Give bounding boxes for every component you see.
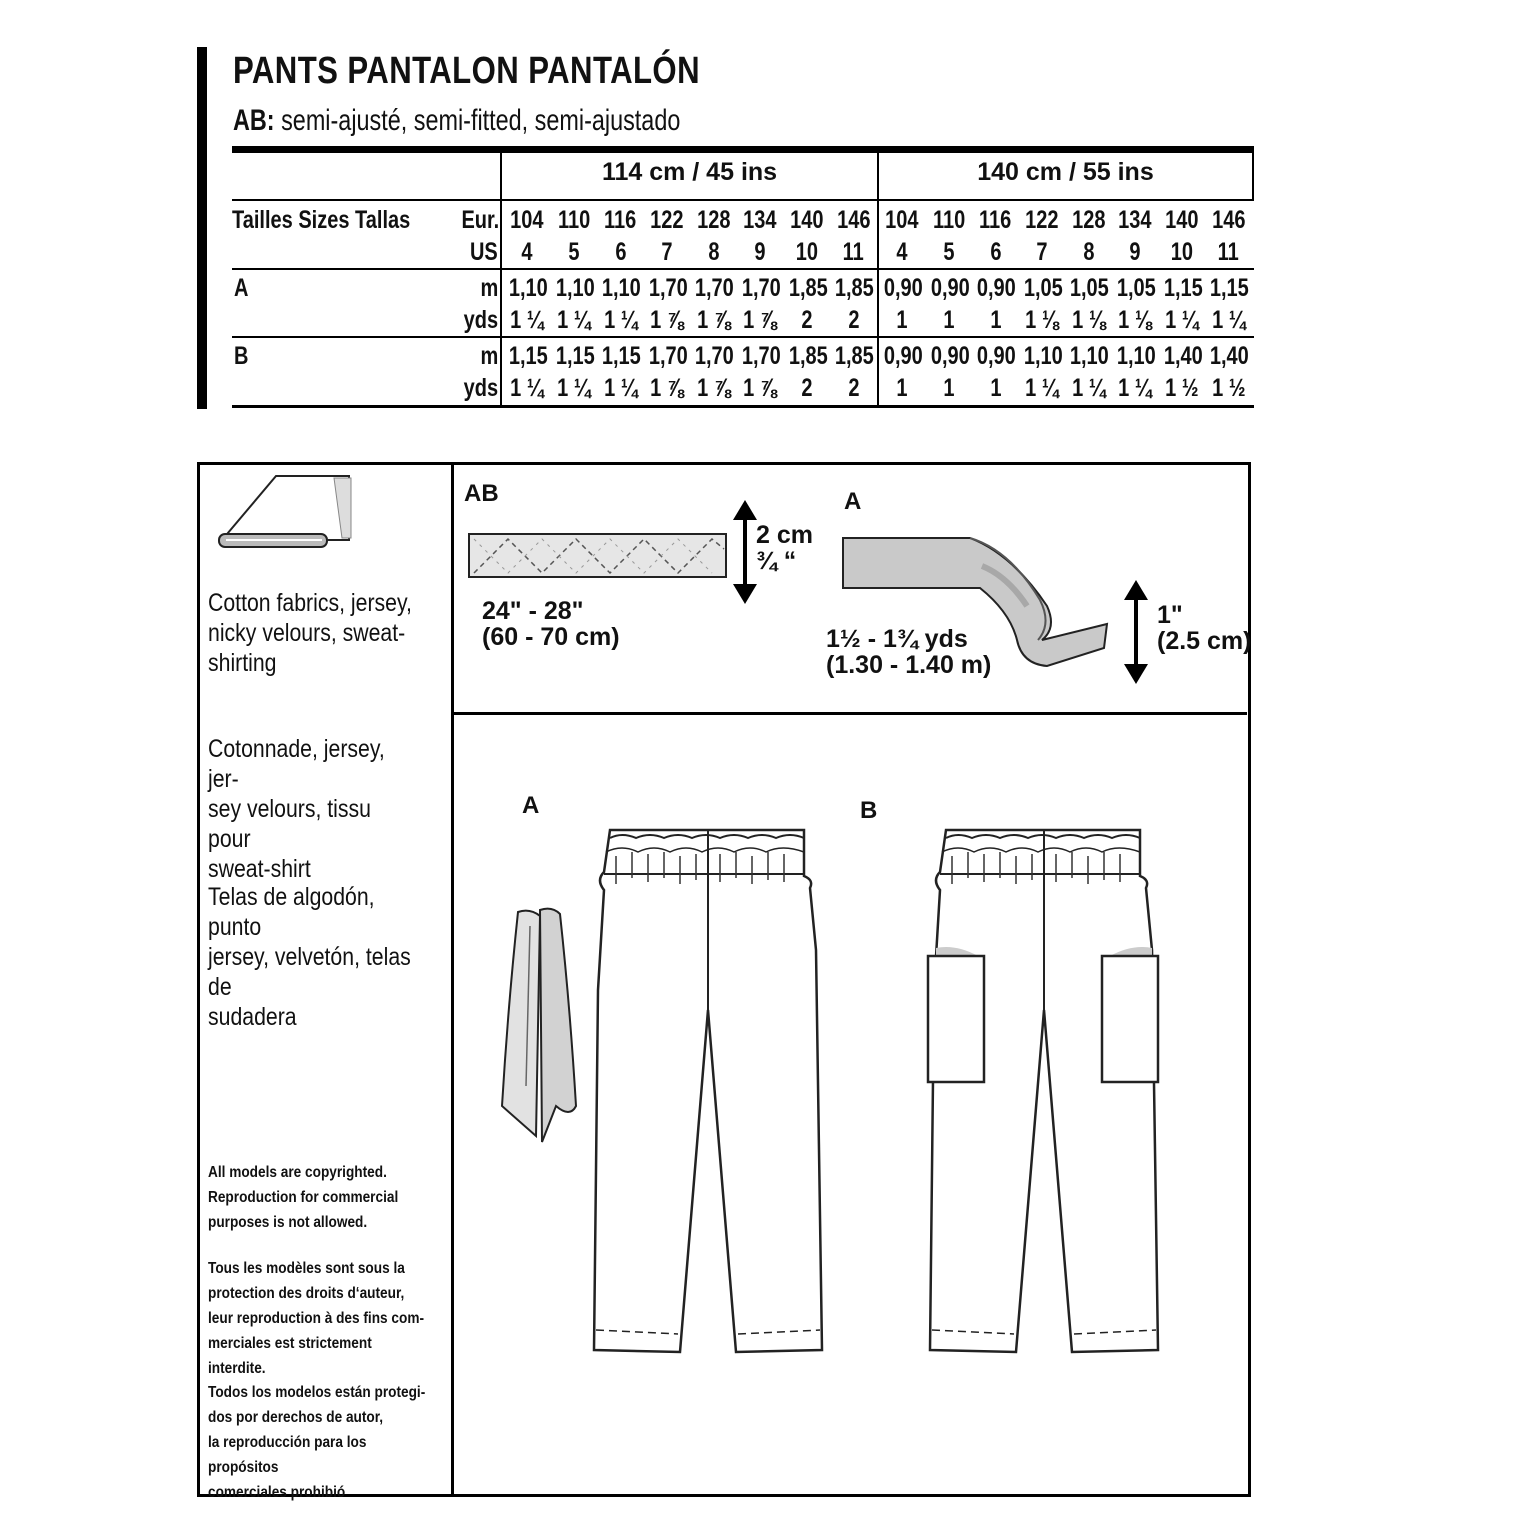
copyright-es-line: Todos los modelos están protegi- — [208, 1384, 426, 1401]
meters-cell-text: 1,10 — [555, 274, 595, 302]
elastic-width-in: ¾ “ — [756, 547, 797, 575]
copyright-fr — [208, 1256, 428, 1381]
yards-cell — [879, 374, 926, 403]
us-size-cell-text: 10 — [795, 238, 819, 266]
eur-size-cell-text: 104 — [510, 206, 544, 234]
eur-size-cell — [1019, 206, 1066, 235]
yards-cell-text: 1 — [989, 306, 1002, 334]
pants-b-drawing — [926, 830, 1162, 1360]
yards-cell — [690, 306, 737, 335]
meters-cell-text: 1,10 — [1023, 342, 1063, 370]
yards-cell — [1112, 306, 1159, 335]
yards-cell — [1205, 374, 1252, 403]
fabric-es-line: Telas de algodón, punto — [208, 883, 375, 941]
yards-cell-text: 1 ⅛ — [1071, 306, 1106, 334]
yards-cell-text: 2 — [801, 306, 813, 334]
yards-cell-text: 1 ½ — [1165, 374, 1199, 402]
us-size-cell-text: 8 — [708, 238, 720, 266]
elastic-length-in: 24" - 28" — [482, 597, 584, 625]
yards-cell — [784, 306, 831, 335]
yards-cell — [1019, 306, 1066, 335]
meters-cell-text: 0,90 — [883, 274, 923, 302]
elastic-length-cm: (60 - 70 cm) — [482, 623, 620, 651]
meters-cell — [644, 274, 691, 303]
meters-cell-text: 0,90 — [977, 274, 1016, 302]
eur-size-cell-text: 104 — [885, 206, 919, 234]
yards-cell — [551, 374, 598, 403]
yards-cell — [597, 306, 644, 335]
meters-cell-text: 1,10 — [508, 274, 548, 302]
eur-size-cell-text: 128 — [1072, 206, 1106, 234]
table-bottom-rule — [232, 405, 1254, 408]
fabric-fr-line: sey velours, tissu pour — [208, 795, 371, 853]
meters-cell — [504, 342, 551, 371]
meters-cell — [1205, 342, 1252, 371]
meters-cell — [690, 342, 737, 371]
meters-cell-text: 1,70 — [648, 274, 688, 302]
yards-cell-text: 1 ¼ — [510, 374, 544, 402]
eur-size-cell — [784, 206, 831, 235]
yards-cell — [879, 306, 926, 335]
yards-cell-text: 1 ¼ — [603, 306, 638, 334]
meters-cell-text: 1,15 — [508, 342, 548, 370]
eur-size-cell — [1205, 206, 1252, 235]
eur-size-cell — [597, 206, 644, 235]
ribbon-width-in: 1" — [1157, 601, 1183, 629]
view-row-label-b: B — [234, 342, 249, 370]
us-size-cell-text: 9 — [1129, 238, 1141, 266]
eur-label-text: Eur. — [461, 206, 500, 234]
us-size-cell — [690, 238, 737, 267]
meters-cell — [879, 342, 926, 371]
us-label — [452, 238, 498, 267]
fit-views-label: AB: — [233, 104, 275, 137]
yards-cell-text: 1 ⅞ — [650, 374, 684, 402]
sizes-label: Tailles Sizes Tallas — [232, 206, 411, 234]
yards-cell — [597, 374, 644, 403]
yards-cell-text: 1 ⅞ — [696, 306, 731, 334]
us-size-cell — [1065, 238, 1112, 267]
yards-cell — [972, 374, 1019, 403]
yards-cell-text: 1 ¼ — [557, 374, 591, 402]
copyright-es-line: dos por derechos de autor, — [208, 1409, 384, 1426]
elastic-length-measure — [482, 598, 620, 650]
meters-cell — [690, 274, 737, 303]
meters-cell-text: 0,90 — [977, 342, 1016, 370]
us-size-cell — [597, 238, 644, 267]
fit-text: semi-ajusté, semi-fitted, semi-ajustado — [281, 104, 681, 137]
us-size-cell — [784, 238, 831, 267]
meters-unit-label-text: m — [480, 342, 498, 370]
yardage-table — [232, 146, 1254, 409]
us-size-cell — [972, 238, 1019, 267]
meters-cell — [737, 342, 784, 371]
copyright-en — [208, 1160, 428, 1235]
meters-cell — [551, 274, 598, 303]
fabric-fr-line: Cotonnade, jersey, jer- — [208, 735, 385, 793]
box-horizontal-divider — [454, 712, 1247, 715]
us-size-cell — [1019, 238, 1066, 267]
yards-cell-text: 1 ¼ — [603, 374, 638, 402]
yards-cell-text: 1 — [989, 374, 1002, 402]
yards-cell — [504, 306, 551, 335]
yards-cell-text: 1 — [896, 374, 908, 402]
yards-cell-text: 1 ⅞ — [743, 374, 777, 402]
meters-cell — [504, 274, 551, 303]
yards-unit-label-text: yds — [463, 306, 498, 334]
eur-size-cell-text: 128 — [697, 206, 731, 234]
us-size-cell-text: 4 — [521, 238, 533, 266]
elastic-width-arrow-icon — [733, 500, 757, 604]
box-vertical-divider — [451, 462, 454, 1497]
meters-cell — [879, 274, 926, 303]
meters-cell — [644, 342, 691, 371]
yards-cell-text: 1 ⅞ — [743, 306, 777, 334]
eur-size-cell-text: 110 — [557, 206, 591, 234]
eur-size-cell — [879, 206, 926, 235]
eur-size-cell — [690, 206, 737, 235]
us-size-cell-text: 10 — [1170, 238, 1194, 266]
meters-cell-text: 1,05 — [1023, 274, 1063, 302]
meters-unit-label-text: m — [480, 274, 498, 302]
meters-cell-text: 1,10 — [602, 274, 641, 302]
yards-cell — [1112, 374, 1159, 403]
yards-unit-label-text: yds — [463, 374, 498, 402]
notion-a-label: A — [844, 488, 862, 515]
yards-cell-text: 1 ¼ — [1165, 306, 1199, 334]
us-size-cell-text: 6 — [989, 238, 1002, 266]
eur-size-cell — [644, 206, 691, 235]
yards-cell-text: 1 ¼ — [1025, 374, 1059, 402]
meters-cell — [926, 342, 973, 371]
yards-cell — [830, 306, 877, 335]
yards-cell-text: 1 ½ — [1211, 374, 1246, 402]
notion-ab-label: AB — [464, 480, 499, 507]
us-size-cell-text: 8 — [1083, 238, 1095, 266]
meters-cell — [972, 274, 1019, 303]
eur-size-cell-text: 146 — [1211, 206, 1246, 234]
yards-cell — [690, 374, 737, 403]
meters-cell — [972, 342, 1019, 371]
yards-cell-text: 1 ¼ — [1118, 374, 1152, 402]
meters-unit-label — [452, 274, 498, 303]
elastic-width-cm: 2 cm — [756, 521, 813, 549]
eur-size-cell — [1159, 206, 1206, 235]
yards-cell-text: 1 ¼ — [510, 306, 544, 334]
meters-cell-text: 1,85 — [788, 342, 828, 370]
meters-cell — [1019, 342, 1066, 371]
meters-cell-text: 1,70 — [741, 274, 781, 302]
yards-cell-text: 1 — [943, 374, 955, 402]
yards-cell — [737, 374, 784, 403]
copyright-es-line: la reproducción para los propósitos — [208, 1434, 367, 1476]
elastic-width-measure — [756, 522, 813, 574]
yards-cell — [644, 306, 691, 335]
view-a-label: A — [522, 792, 540, 819]
meters-unit-label — [452, 342, 498, 371]
eur-label — [452, 206, 498, 235]
yards-cell — [737, 306, 784, 335]
ribbon-length-yds: 1½ - 1¾ yds — [826, 625, 968, 653]
us-size-cell-text: 5 — [943, 238, 955, 266]
eur-size-cell-text: 122 — [1025, 206, 1059, 234]
meters-cell — [1205, 274, 1252, 303]
table-top-rule — [232, 146, 1254, 153]
copyright-fr-line: Tous les modèles sont sous la — [208, 1260, 405, 1277]
table-sizes-rule — [232, 268, 1254, 270]
width-header-140: 140 cm / 55 ins — [977, 158, 1154, 186]
view-row-label-a: A — [234, 274, 249, 302]
meters-cell-text: 1,85 — [835, 274, 874, 302]
copyright-es-line: comerciales prohibió — [208, 1484, 346, 1501]
yards-unit-label — [452, 374, 498, 403]
yards-cell — [1159, 306, 1206, 335]
yards-cell — [1065, 374, 1112, 403]
yards-cell-text: 1 ⅛ — [1025, 306, 1059, 334]
eur-size-cell-text: 140 — [790, 206, 824, 234]
meters-cell — [1065, 274, 1112, 303]
meters-cell — [830, 342, 877, 371]
meters-cell — [737, 274, 784, 303]
meters-cell-text: 1,40 — [1210, 342, 1249, 370]
meters-cell-text: 0,90 — [930, 342, 970, 370]
us-size-cell-text: 4 — [896, 238, 908, 266]
ribbon-length-m: (1.30 - 1.40 m) — [826, 651, 992, 679]
meters-cell-text: 1,15 — [602, 342, 641, 370]
yards-cell — [1065, 306, 1112, 335]
pants-a-drawing — [592, 830, 824, 1360]
eur-size-cell-text: 116 — [604, 206, 637, 234]
table-header-rule — [232, 199, 1254, 201]
meters-cell-text: 1,70 — [695, 274, 735, 302]
ribbon-width-cm: (2.5 cm) — [1157, 627, 1252, 655]
meters-cell — [830, 274, 877, 303]
meters-cell-text: 1,15 — [1210, 274, 1249, 302]
table-label-divider — [500, 153, 502, 408]
copyright-fr-line: protection des droits d‘auteur, — [208, 1285, 405, 1302]
yards-cell-text: 1 ¼ — [1071, 374, 1106, 402]
eur-size-cell — [504, 206, 551, 235]
fabric-es-line: sudadera — [208, 1003, 297, 1031]
ribbon-width-measure — [1157, 602, 1251, 654]
eur-size-cell — [972, 206, 1019, 235]
fabric-es-line: jersey, velvetón, telas de — [208, 943, 411, 1001]
meters-cell — [1019, 274, 1066, 303]
us-size-cell — [504, 238, 551, 267]
yards-cell — [972, 306, 1019, 335]
yards-cell — [644, 374, 691, 403]
copyright-en-line: Reproduction for commercial — [208, 1189, 399, 1206]
eur-size-cell — [830, 206, 877, 235]
us-size-cell — [926, 238, 973, 267]
us-size-cell — [879, 238, 926, 267]
us-size-cell — [551, 238, 598, 267]
meters-cell-text: 1,70 — [695, 342, 735, 370]
yards-cell — [926, 306, 973, 335]
copyright-es — [208, 1380, 428, 1505]
width-header-114: 114 cm / 45 ins — [601, 158, 778, 186]
meters-cell-text: 1,05 — [1070, 274, 1110, 302]
page-title: PANTS PANTALON PANTALÓN — [233, 50, 700, 92]
tie-belt-icon — [500, 906, 580, 1146]
meters-cell-text: 1,15 — [1163, 274, 1203, 302]
yards-cell — [926, 374, 973, 403]
eur-size-cell-text: 116 — [979, 206, 1012, 234]
eur-size-cell-text: 122 — [650, 206, 684, 234]
ribbon-length-measure — [826, 626, 991, 678]
fabric-en-line: nicky velours, sweat- — [208, 619, 406, 647]
copyright-en-line: All models are copyrighted. — [208, 1164, 387, 1181]
yards-cell — [1205, 306, 1252, 335]
us-size-cell-text: 7 — [661, 238, 673, 266]
yards-cell-text: 1 ⅞ — [650, 306, 684, 334]
yards-cell — [504, 374, 551, 403]
us-size-cell-text: 5 — [568, 238, 580, 266]
meters-cell-text: 1,15 — [555, 342, 595, 370]
eur-size-cell — [1065, 206, 1112, 235]
meters-cell-text: 1,05 — [1116, 274, 1156, 302]
meters-cell-text: 1,40 — [1163, 342, 1203, 370]
table-row-a-rule — [232, 336, 1254, 338]
eur-size-cell-text: 146 — [836, 206, 871, 234]
yards-cell-text: 1 — [943, 306, 955, 334]
copyright-en-line: purposes is not allowed. — [208, 1214, 368, 1231]
yards-unit-label — [452, 306, 498, 335]
eur-size-cell-text: 110 — [932, 206, 966, 234]
us-size-cell-text: 9 — [754, 238, 766, 266]
meters-cell — [784, 342, 831, 371]
left-accent-bar — [197, 47, 207, 409]
meters-cell — [597, 342, 644, 371]
meters-cell — [1065, 342, 1112, 371]
yards-cell-text: 2 — [801, 374, 813, 402]
ribbon-width-arrow-icon — [1124, 580, 1148, 684]
us-size-cell-text: 6 — [614, 238, 627, 266]
eur-size-cell — [926, 206, 973, 235]
meters-cell-text: 0,90 — [930, 274, 970, 302]
us-size-cell — [1112, 238, 1159, 267]
fabric-suggestions-en — [208, 588, 416, 678]
copyright-fr-line: leur reproduction à des fins com- — [208, 1310, 425, 1327]
meters-cell — [597, 274, 644, 303]
yards-cell-text: 2 — [847, 306, 860, 334]
fabric-fr-line: sweat-shirt — [208, 855, 311, 883]
meters-cell — [1112, 274, 1159, 303]
meters-cell-text: 1,85 — [788, 274, 828, 302]
us-size-cell — [644, 238, 691, 267]
yards-cell-text: 1 ⅛ — [1118, 306, 1152, 334]
us-size-cell-text: 7 — [1036, 238, 1048, 266]
fabric-en-line: Cotton fabrics, jersey, — [208, 589, 412, 617]
yards-cell-text: 1 — [896, 306, 908, 334]
us-size-cell — [830, 238, 877, 267]
fabric-en-line: shirting — [208, 649, 277, 677]
us-size-cell — [1159, 238, 1206, 267]
yards-cell — [784, 374, 831, 403]
eur-size-cell-text: 134 — [743, 206, 777, 234]
meters-cell-text: 1,10 — [1116, 342, 1156, 370]
fabric-suggestions-es — [208, 882, 416, 1032]
us-size-cell-text: 11 — [1217, 238, 1240, 266]
fabric-suggestions-fr — [208, 734, 416, 884]
yards-cell-text: 1 ⅞ — [696, 374, 731, 402]
yards-cell — [1019, 374, 1066, 403]
eur-size-cell-text: 140 — [1165, 206, 1199, 234]
meters-cell — [926, 274, 973, 303]
meters-cell — [784, 274, 831, 303]
yards-cell-text: 1 ¼ — [1211, 306, 1246, 334]
yards-cell — [830, 374, 877, 403]
elastic-band-icon — [468, 533, 728, 579]
meters-cell — [551, 342, 598, 371]
meters-cell-text: 1,85 — [835, 342, 874, 370]
fabric-bolt-icon — [214, 470, 364, 550]
meters-cell — [1112, 342, 1159, 371]
eur-size-cell-text: 134 — [1118, 206, 1152, 234]
yards-cell-text: 2 — [847, 374, 860, 402]
eur-size-cell — [551, 206, 598, 235]
copyright-fr-line: merciales est strictement interdite. — [208, 1335, 372, 1377]
us-label-text: US — [470, 238, 498, 266]
yards-cell — [1159, 374, 1206, 403]
eur-size-cell — [1112, 206, 1159, 235]
meters-cell — [1159, 274, 1206, 303]
us-size-cell-text: 11 — [842, 238, 865, 266]
meters-cell-text: 1,10 — [1070, 342, 1110, 370]
fit-description — [233, 104, 680, 138]
meters-cell-text: 1,70 — [648, 342, 688, 370]
eur-size-cell — [737, 206, 784, 235]
yards-cell-text: 1 ¼ — [557, 306, 591, 334]
meters-cell-text: 0,90 — [883, 342, 923, 370]
meters-cell — [1159, 342, 1206, 371]
us-size-cell — [737, 238, 784, 267]
meters-cell-text: 1,70 — [741, 342, 781, 370]
us-size-cell — [1205, 238, 1252, 267]
view-b-label: B — [860, 797, 878, 824]
yards-cell — [551, 306, 598, 335]
